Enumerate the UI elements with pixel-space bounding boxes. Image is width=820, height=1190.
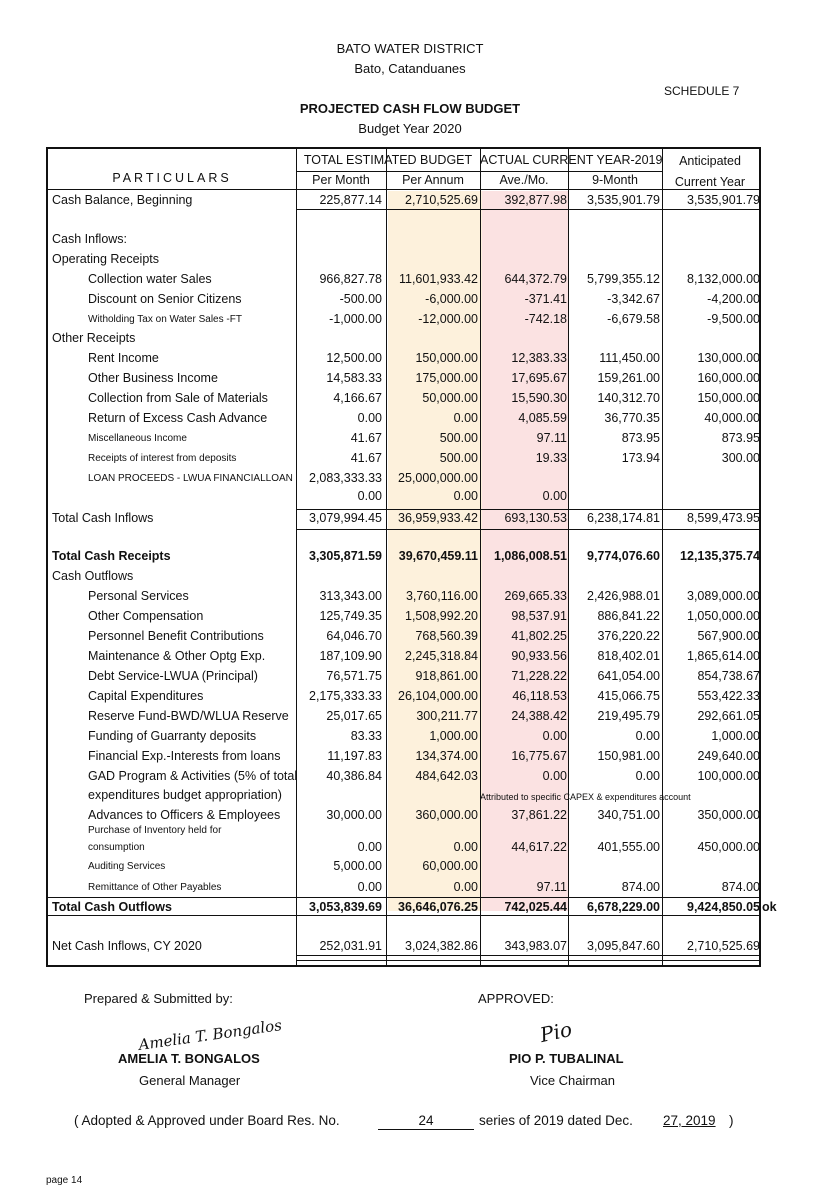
cell-value: 9,424,850.05 (687, 900, 760, 914)
table-row (48, 898, 763, 917)
table-row (48, 270, 763, 289)
cell-value: 873.95 (621, 431, 660, 445)
table-row (48, 567, 763, 586)
row-label: Purchase of Inventory held for (88, 825, 222, 836)
cell-value: 3,095,847.60 (587, 939, 660, 953)
row-label: Net Cash Inflows, CY 2020 (52, 939, 202, 953)
cell-value: 15,590.30 (511, 391, 567, 405)
cell-value: -12,000.00 (418, 312, 478, 326)
cell-value: 173.94 (621, 451, 660, 465)
cell-value: 24,388.42 (511, 709, 567, 723)
cell-value: 60,000.00 (422, 859, 478, 873)
cell-value: 818,402.01 (597, 649, 660, 663)
cell-value: 360,000.00 (415, 808, 478, 822)
row-label: LOAN PROCEEDS - LWUA FINANCIALLOAN (88, 473, 293, 484)
header-divider (296, 171, 662, 172)
cell-value: 0.00 (357, 411, 382, 425)
row-label: Miscellaneous Income (88, 433, 187, 444)
cell-value: 376,220.22 (597, 629, 660, 643)
cell-value: 36,646,076.25 (398, 900, 478, 914)
total-estimated-heading: TOTAL ESTIMATED BUDGET (303, 153, 473, 167)
table-row (48, 667, 763, 686)
cell-value: 12,500.00 (326, 351, 382, 365)
cell-value: 1,000.00 (429, 729, 478, 743)
cell-value: 768,560.39 (415, 629, 478, 643)
cell-value: 41.67 (350, 451, 382, 465)
table-row (48, 191, 763, 210)
cell-value: 269,665.33 (504, 589, 567, 603)
table-row (48, 469, 763, 488)
cell-value: 12,135,375.74 (680, 549, 760, 563)
cell-value: 98,537.91 (511, 609, 567, 623)
row-label: Personal Services (88, 589, 189, 603)
table-row (48, 767, 763, 786)
table-row (48, 349, 763, 368)
cell-value: 134,374.00 (415, 749, 478, 763)
anticipated-heading: Anticipated (679, 154, 741, 168)
preparer-title: General Manager (139, 1073, 241, 1088)
cell-value: -4,200.00 (707, 292, 760, 306)
cell-value: 500.00 (439, 451, 478, 465)
row-label: Advances to Officers & Employees (88, 808, 281, 822)
row-label: Other Business Income (88, 371, 218, 385)
cell-value: 693,130.53 (504, 511, 567, 525)
table-row (48, 607, 763, 626)
cell-value: 40,386.84 (326, 769, 382, 783)
org-location: Bato, Catanduanes (354, 61, 466, 76)
cell-value: 567,900.00 (697, 629, 760, 643)
close-paren: ) (729, 1113, 734, 1128)
cell-value: 76,571.75 (326, 669, 382, 683)
cell-value: 3,053,839.69 (309, 900, 382, 914)
table-row (48, 727, 763, 746)
row-label: Operating Receipts (52, 252, 160, 266)
cell-value: 44,617.22 (511, 840, 567, 854)
cell-value: 150,000.00 (415, 351, 478, 365)
cell-value: 1,865,614.00 (687, 649, 760, 663)
cell-value: 175,000.00 (415, 371, 478, 385)
approver-signature: Pio (537, 1016, 575, 1048)
cell-value: 313,343.00 (319, 589, 382, 603)
cell-value: 17,695.67 (511, 371, 567, 385)
cell-value: 90,933.56 (511, 649, 567, 663)
row-label: Collection water Sales (88, 272, 212, 286)
cell-value: 2,083,333.33 (309, 471, 382, 485)
row-label: GAD Program & Activities (5% of total (88, 769, 298, 783)
cell-value: 340,751.00 (597, 808, 660, 822)
row-label: Other Compensation (88, 609, 204, 623)
cell-value: 97.11 (536, 431, 567, 445)
cell-value: 0.00 (357, 840, 382, 854)
row-label: Cash Outflows (52, 569, 134, 583)
cell-value: 0.00 (542, 489, 567, 503)
cell-value: 500.00 (439, 431, 478, 445)
row-label: Funding of Guarranty deposits (88, 729, 257, 743)
cell-value: -3,342.67 (607, 292, 660, 306)
cell-value: 1,050,000.00 (687, 609, 760, 623)
row-label: Cash Balance, Beginning (52, 193, 193, 207)
cell-value: 2,710,525.69 (405, 193, 478, 207)
row-label: Total Cash Receipts (52, 549, 171, 563)
cell-value: 0.00 (357, 880, 382, 894)
series-text: series of 2019 dated Dec. (479, 1113, 633, 1128)
cell-value: 0.00 (453, 489, 478, 503)
row-label: Reserve Fund-BWD/WLUA Reserve (88, 709, 289, 723)
cell-value: 159,261.00 (597, 371, 660, 385)
cell-value: 125,749.35 (319, 609, 382, 623)
cell-value: -9,500.00 (707, 312, 760, 326)
cell-value: 0.00 (542, 769, 567, 783)
cell-value: 644,372.79 (504, 272, 567, 286)
cell-value: 2,426,988.01 (587, 589, 660, 603)
particulars-heading: PARTICULARS (112, 171, 232, 185)
page-number: page 14 (46, 1175, 83, 1186)
cell-value: 130,000.00 (697, 351, 760, 365)
cell-value: 83.33 (350, 729, 382, 743)
cell-value: 5,000.00 (333, 859, 382, 873)
cell-value: 0.00 (357, 489, 382, 503)
cell-value: 350,000.00 (697, 808, 760, 822)
header-divider (48, 189, 759, 190)
per-month-heading: Per Month (312, 173, 370, 187)
row-label: Witholding Tax on Water Sales -FT (88, 314, 242, 325)
cell-value: 1,508,992.20 (405, 609, 478, 623)
table-row (48, 509, 763, 528)
cell-value: 8,599,473.95 (687, 511, 760, 525)
cell-value: 484,642.03 (415, 769, 478, 783)
cell-value: 150,981.00 (597, 749, 660, 763)
cell-value: 25,017.65 (326, 709, 382, 723)
cell-value: 41,802.25 (511, 629, 567, 643)
cell-value: 40,000.00 (704, 411, 760, 425)
cell-value: 30,000.00 (326, 808, 382, 822)
cell-value: 46,118.53 (512, 689, 567, 703)
cell-value: 25,000,000.00 (398, 471, 478, 485)
doc-subtitle: Budget Year 2020 (358, 121, 462, 136)
approved-label: APPROVED: (478, 991, 554, 1006)
cell-value: 8,132,000.00 (687, 272, 760, 286)
cell-value: 1,000.00 (711, 729, 760, 743)
cell-value: 3,024,382.86 (405, 939, 478, 953)
cell-value: 3,305,871.59 (309, 549, 382, 563)
cell-value: 874.00 (721, 880, 760, 894)
cell-value: 11,601,933.42 (398, 272, 478, 286)
cell-value: 5,799,355.12 (587, 272, 660, 286)
total-line (296, 960, 759, 961)
row-label: Discount on Senior Citizens (88, 292, 242, 306)
cell-value: 71,228.22 (511, 669, 567, 683)
cell-value: 343,983.07 (504, 939, 567, 953)
row-label: Auditing Services (88, 861, 166, 872)
cell-value: 401,555.00 (597, 840, 660, 854)
cell-value: 140,312.70 (597, 391, 660, 405)
row-label: Rent Income (88, 351, 159, 365)
row-label: Total Cash Outflows (52, 900, 172, 914)
row-label: expenditures budget appropriation) (88, 788, 282, 802)
approver-title: Vice Chairman (530, 1073, 616, 1088)
table-row (48, 687, 763, 706)
cell-value: 966,827.78 (319, 272, 382, 286)
cell-value: 3,079,994.45 (309, 511, 382, 525)
table-row (48, 389, 763, 408)
cell-value: 392,877.98 (504, 193, 567, 207)
adopted-text: ( Adopted & Approved under Board Res. No. (74, 1113, 340, 1128)
cell-value: 160,000.00 (697, 371, 760, 385)
cell-value: 39,670,459.11 (398, 549, 478, 563)
total-line (296, 529, 759, 530)
row-label: Debt Service-LWUA (Principal) (88, 669, 258, 683)
cash-flow-table (46, 147, 761, 967)
resolution-date: 27, 2019 (663, 1113, 716, 1128)
cell-value: 0.00 (635, 729, 660, 743)
table-row (48, 449, 763, 468)
cell-value: 100,000.00 (697, 769, 760, 783)
row-label: Remittance of Other Payables (88, 882, 222, 893)
cell-value: 26,104,000.00 (398, 689, 478, 703)
cell-value: -371.41 (524, 292, 567, 306)
cell-value: 4,166.67 (333, 391, 382, 405)
table-row (48, 838, 763, 857)
cell-value: 16,775.67 (511, 749, 567, 763)
cell-value: 12,383.33 (511, 351, 567, 365)
table-row (48, 230, 763, 249)
gad-note: Attributed to specific CAPEX & expenditures account (480, 792, 691, 802)
row-label: Financial Exp.-Interests from loans (88, 749, 281, 763)
table-row (48, 587, 763, 606)
row-label: Return of Excess Cash Advance (88, 411, 268, 425)
cell-value: -500.00 (339, 292, 382, 306)
table-row (48, 937, 763, 956)
cell-value: 300,211.77 (416, 709, 478, 723)
cell-value: 2,175,333.33 (309, 689, 382, 703)
preparer-signature: Amelia T. Bongalos (137, 1016, 283, 1054)
row-label: Capital Expenditures (88, 689, 204, 703)
cell-value: 11,197.83 (327, 749, 382, 763)
cell-value: 553,422.33 (697, 689, 760, 703)
table-row (48, 786, 763, 805)
cell-value: 36,770.35 (604, 411, 660, 425)
table-row (48, 547, 763, 566)
cell-value: 225,877.14 (319, 193, 382, 207)
org-name: BATO WATER DISTRICT (336, 41, 484, 56)
row-label: consumption (88, 842, 145, 853)
cell-value: 252,031.91 (319, 939, 382, 953)
cell-value: 37,861.22 (511, 808, 567, 822)
cell-value: -6,000.00 (425, 292, 478, 306)
row-label: Collection from Sale of Materials (88, 391, 268, 405)
row-label: Other Receipts (52, 331, 136, 345)
actual-current-heading: ACTUAL CURRENT YEAR-2019 (480, 153, 663, 167)
prepared-label: Prepared & Submitted by: (84, 991, 233, 1006)
cell-value: -742.18 (524, 312, 567, 326)
table-row (48, 250, 763, 269)
cell-value: 150,000.00 (697, 391, 760, 405)
table-row (48, 369, 763, 388)
cell-value: 854,738.67 (697, 669, 760, 683)
cell-value: 3,535,901.79 (587, 193, 660, 207)
resolution-number: 24 (378, 1113, 474, 1130)
table-row (48, 707, 763, 726)
table-row (48, 627, 763, 646)
cell-value: 874.00 (621, 880, 660, 894)
row-label: Receipts of interest from deposits (88, 453, 237, 464)
approver-name: PIO P. TUBALINAL (509, 1051, 624, 1066)
cell-value: 415,066.75 (597, 689, 660, 703)
table-row (48, 429, 763, 448)
cell-value: 50,000.00 (422, 391, 478, 405)
cell-value: 249,640.00 (697, 749, 760, 763)
table-row (48, 290, 763, 309)
cell-value: 6,678,229.00 (587, 900, 660, 914)
cell-value: 36,959,933.42 (398, 511, 478, 525)
table-row (48, 857, 763, 876)
nine-month-heading: 9-Month (592, 173, 638, 187)
cell-value: 111,450.00 (599, 351, 660, 365)
cell-value: 187,109.90 (319, 649, 382, 663)
cell-value: 3,535,901.79 (687, 193, 760, 207)
row-label: Personnel Benefit Contributions (88, 629, 264, 643)
cell-value: 450,000.00 (697, 840, 760, 854)
schedule-label: SCHEDULE 7 (664, 84, 740, 98)
cell-value: 9,774,076.60 (587, 549, 660, 563)
cell-value: 0.00 (635, 769, 660, 783)
cell-value: -1,000.00 (329, 312, 382, 326)
per-annum-heading: Per Annum (402, 173, 464, 187)
cell-value: 219,495.79 (597, 709, 660, 723)
cell-value: 0.00 (542, 729, 567, 743)
cell-value: 292,661.05 (697, 709, 760, 723)
cell-value: 3,760,116.00 (405, 589, 478, 603)
cell-value: -6,679.58 (607, 312, 660, 326)
cell-value: 2,245,318.84 (405, 649, 478, 663)
cell-value: 873.95 (721, 431, 760, 445)
row-label: Total Cash Inflows (52, 511, 154, 525)
cell-value: 641,054.00 (597, 669, 660, 683)
cell-value: 918,861.00 (415, 669, 478, 683)
table-row (48, 409, 763, 428)
cell-value: 0.00 (453, 840, 478, 854)
ok-mark: ok (762, 900, 777, 914)
doc-title: PROJECTED CASH FLOW BUDGET (299, 101, 521, 116)
cell-value: 41.67 (350, 431, 382, 445)
cell-value: 97.11 (536, 880, 567, 894)
table-row (48, 747, 763, 766)
cell-value: 300.00 (721, 451, 760, 465)
cell-value: 19.33 (535, 451, 567, 465)
table-row (48, 329, 763, 348)
table-row (48, 878, 763, 897)
cell-value: 0.00 (453, 880, 478, 894)
cell-value: 14,583.33 (326, 371, 382, 385)
cell-value: 64,046.70 (326, 629, 382, 643)
table-row (48, 647, 763, 666)
cell-value: 2,710,525.69 (687, 939, 760, 953)
preparer-name: AMELIA T. BONGALOS (118, 1051, 260, 1066)
table-row (48, 487, 763, 506)
ave-mo-heading: Ave./Mo. (499, 173, 549, 187)
current-year-heading: Current Year (674, 175, 746, 189)
cell-value: 4,085.59 (518, 411, 567, 425)
cell-value: 6,238,174.81 (587, 511, 660, 525)
cell-value: 3,089,000.00 (687, 589, 760, 603)
table-row (48, 310, 763, 329)
row-label: Maintenance & Other Optg Exp. (88, 649, 266, 663)
cell-value: 742,025.44 (504, 900, 567, 914)
row-label: Cash Inflows: (52, 232, 128, 246)
cell-value: 886,841.22 (597, 609, 660, 623)
cell-value: 0.00 (453, 411, 478, 425)
cell-value: 1,086,008.51 (494, 549, 567, 563)
